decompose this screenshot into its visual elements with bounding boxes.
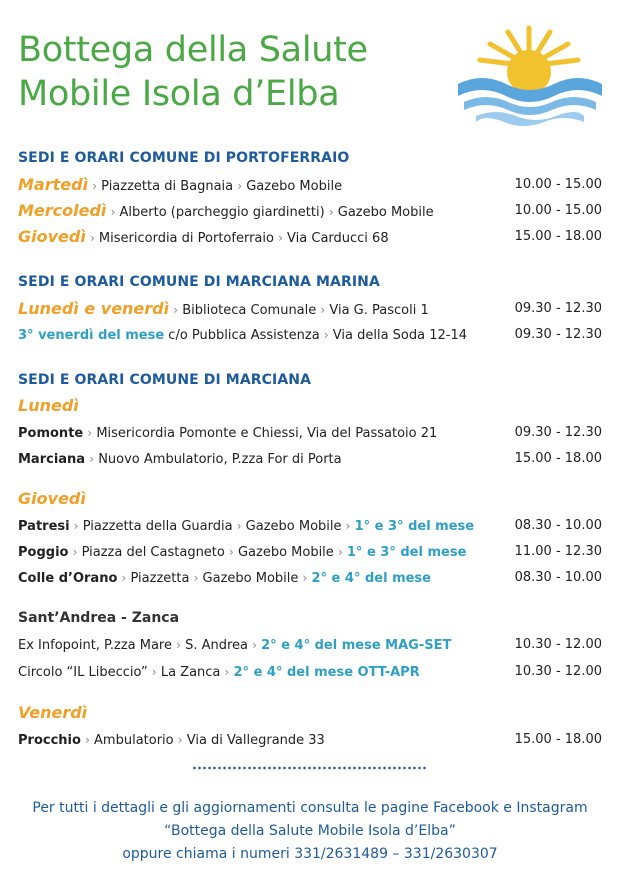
location-detail: Via Carducci 68 <box>287 231 389 246</box>
location-detail: Gazebo Mobile <box>246 179 343 194</box>
chevron-right-icon: › <box>89 452 95 466</box>
footer-line-3: oppure chiama i numeri 331/2631489 – 331/2630307 <box>122 846 498 862</box>
day-label: Martedì <box>18 175 89 194</box>
day-label: Mercoledì <box>18 201 107 220</box>
chevron-right-icon: › <box>302 571 308 585</box>
location-text: Ex Infopoint, P.zza Mare <box>18 638 172 653</box>
time-range: 10.30 - 12.00 <box>514 637 602 652</box>
location-detail: Gazebo Mobile <box>337 205 434 220</box>
location-text: Piazzetta della Guardia <box>82 519 233 534</box>
footer-line-1: Per tutti i dettagli e gli aggiornamenti consulta le pagine Facebook e Instagram <box>32 800 588 816</box>
chevron-right-icon: › <box>345 519 351 533</box>
location-detail: Via G. Pascoli 1 <box>329 303 429 318</box>
day-label: Giovedì <box>18 227 86 246</box>
chevron-right-icon: › <box>323 328 329 342</box>
monthly-note: 3° venerdì del mese <box>18 328 165 343</box>
location-text: Misericordia di Portoferraio <box>98 231 274 246</box>
place-name: Colle d’Orano <box>18 571 118 586</box>
day-heading-thursday: Giovedì <box>18 489 86 508</box>
location-text: Alberto (parcheggio giardinetti) <box>119 205 325 220</box>
section-title-marciana-marina: SEDI E ORARI COMUNE DI MARCIANA MARINA <box>18 274 380 290</box>
chevron-right-icon: › <box>73 519 79 533</box>
day-label: Lunedì e venerdì <box>18 299 170 318</box>
chevron-right-icon: › <box>85 733 90 747</box>
location-text: Biblioteca Comunale <box>182 303 317 318</box>
subsection-title-santandrea: Sant’Andrea - Zanca <box>18 610 180 626</box>
time-range: 08.30 - 10.00 <box>514 570 602 585</box>
chevron-right-icon: › <box>320 303 326 317</box>
time-range: 15.00 - 18.00 <box>514 451 602 466</box>
chevron-right-icon: › <box>193 571 199 585</box>
day-heading-monday: Lunedì <box>18 396 79 415</box>
chevron-right-icon: › <box>121 571 127 585</box>
location-text: Misericordia Pomonte e Chiessi, Via del Passatoio 21 <box>96 426 438 441</box>
time-range: 09.30 - 12.30 <box>514 301 602 316</box>
time-range: 09.30 - 12.30 <box>514 327 602 342</box>
chevron-right-icon: › <box>236 519 242 533</box>
chevron-right-icon: › <box>237 179 243 193</box>
location-detail: Via di Vallegrande 33 <box>186 733 325 748</box>
location-text: Circolo “IL Libeccio” <box>18 665 148 680</box>
location-detail: Gazebo Mobile <box>202 571 299 586</box>
schedule-row-colle-dorano <box>18 567 602 589</box>
chevron-right-icon: › <box>87 426 93 440</box>
chevron-right-icon: › <box>176 638 181 652</box>
title-line-2: Mobile Isola d’Elba <box>18 74 340 114</box>
day-heading-friday: Venerdì <box>18 703 88 722</box>
chevron-right-icon: › <box>72 545 78 559</box>
place-name: Patresi <box>18 519 70 534</box>
time-range: 09.30 - 12.30 <box>514 425 602 440</box>
place-name: Poggio <box>18 545 69 560</box>
location-text: c/o Pubblica Assistenza <box>168 328 320 343</box>
schedule-row-patresi <box>18 515 602 537</box>
location-detail: Gazebo Mobile <box>245 519 342 534</box>
footer-line-2: “Bottega della Salute Mobile Isola d’Elba” <box>164 823 456 839</box>
chevron-right-icon: › <box>337 545 343 559</box>
chevron-right-icon: › <box>89 231 95 245</box>
time-range: 10.00 - 15.00 <box>514 177 602 192</box>
place-name: Marciana <box>18 452 86 467</box>
schedule-row-marciana-marina-1 <box>18 298 602 320</box>
place-name: Pomonte <box>18 426 84 441</box>
schedule-row-portoferraio-2 <box>18 200 602 222</box>
location-text: Nuovo Ambulatorio, P.zza For di Porta <box>98 452 342 467</box>
schedule-row-portoferraio-3 <box>18 226 602 248</box>
time-range: 11.00 - 12.30 <box>514 544 602 559</box>
chevron-right-icon: › <box>328 205 334 219</box>
location-text: Piazzetta <box>130 571 190 586</box>
location-text: Piazza del Castagneto <box>81 545 225 560</box>
location-detail: S. Andrea <box>185 638 249 653</box>
sun-over-waves-icon <box>456 22 602 130</box>
location-detail: Via della Soda 12-14 <box>332 328 468 343</box>
time-range: 08.30 - 10.00 <box>514 518 602 533</box>
schedule-row-pomonte <box>18 422 602 444</box>
chevron-right-icon: › <box>110 205 116 219</box>
schedule-row-poggio <box>18 541 602 563</box>
schedule-row-marciana-marina-2 <box>18 324 602 346</box>
chevron-right-icon: › <box>229 545 234 559</box>
time-range: 15.00 - 18.00 <box>514 229 602 244</box>
monthly-note: 1° e 3° del mese <box>354 519 475 534</box>
location-text: Piazzetta di Bagnaia <box>101 179 234 194</box>
schedule-row-marciana <box>18 448 602 470</box>
chevron-right-icon: › <box>173 303 179 317</box>
schedule-row-portoferraio-1 <box>18 174 602 196</box>
location-text: Ambulatorio <box>94 733 174 748</box>
dotted-divider <box>192 766 428 770</box>
page-title <box>18 28 458 116</box>
schedule-row-ex-infopoint <box>18 634 602 656</box>
chevron-right-icon: › <box>92 179 97 193</box>
schedule-row-circolo-libeccio <box>18 661 602 683</box>
monthly-note: 2° e 4° del mese MAG-SET <box>261 638 452 653</box>
monthly-note: 1° e 3° del mese <box>346 545 467 560</box>
time-range: 10.30 - 12.00 <box>514 664 602 679</box>
chevron-right-icon: › <box>278 231 283 245</box>
chevron-right-icon: › <box>252 638 257 652</box>
chevron-right-icon: › <box>177 733 183 747</box>
location-detail: Gazebo Mobile <box>237 545 334 560</box>
section-title-portoferraio: SEDI E ORARI COMUNE DI PORTOFERRAIO <box>18 150 350 166</box>
time-range: 10.00 - 15.00 <box>514 203 602 218</box>
schedule-row-procchio <box>18 729 602 751</box>
title-line-1: Bottega della Salute <box>18 30 368 70</box>
section-title-marciana: SEDI E ORARI COMUNE DI MARCIANA <box>18 372 312 388</box>
time-range: 15.00 - 18.00 <box>514 732 602 747</box>
monthly-note: 2° e 4° del mese <box>311 571 431 586</box>
chevron-right-icon: › <box>224 665 230 679</box>
place-name: Procchio <box>18 733 81 748</box>
location-detail: La Zanca <box>160 665 221 680</box>
chevron-right-icon: › <box>151 665 157 679</box>
monthly-note: 2° e 4° del mese OTT-APR <box>233 665 420 680</box>
